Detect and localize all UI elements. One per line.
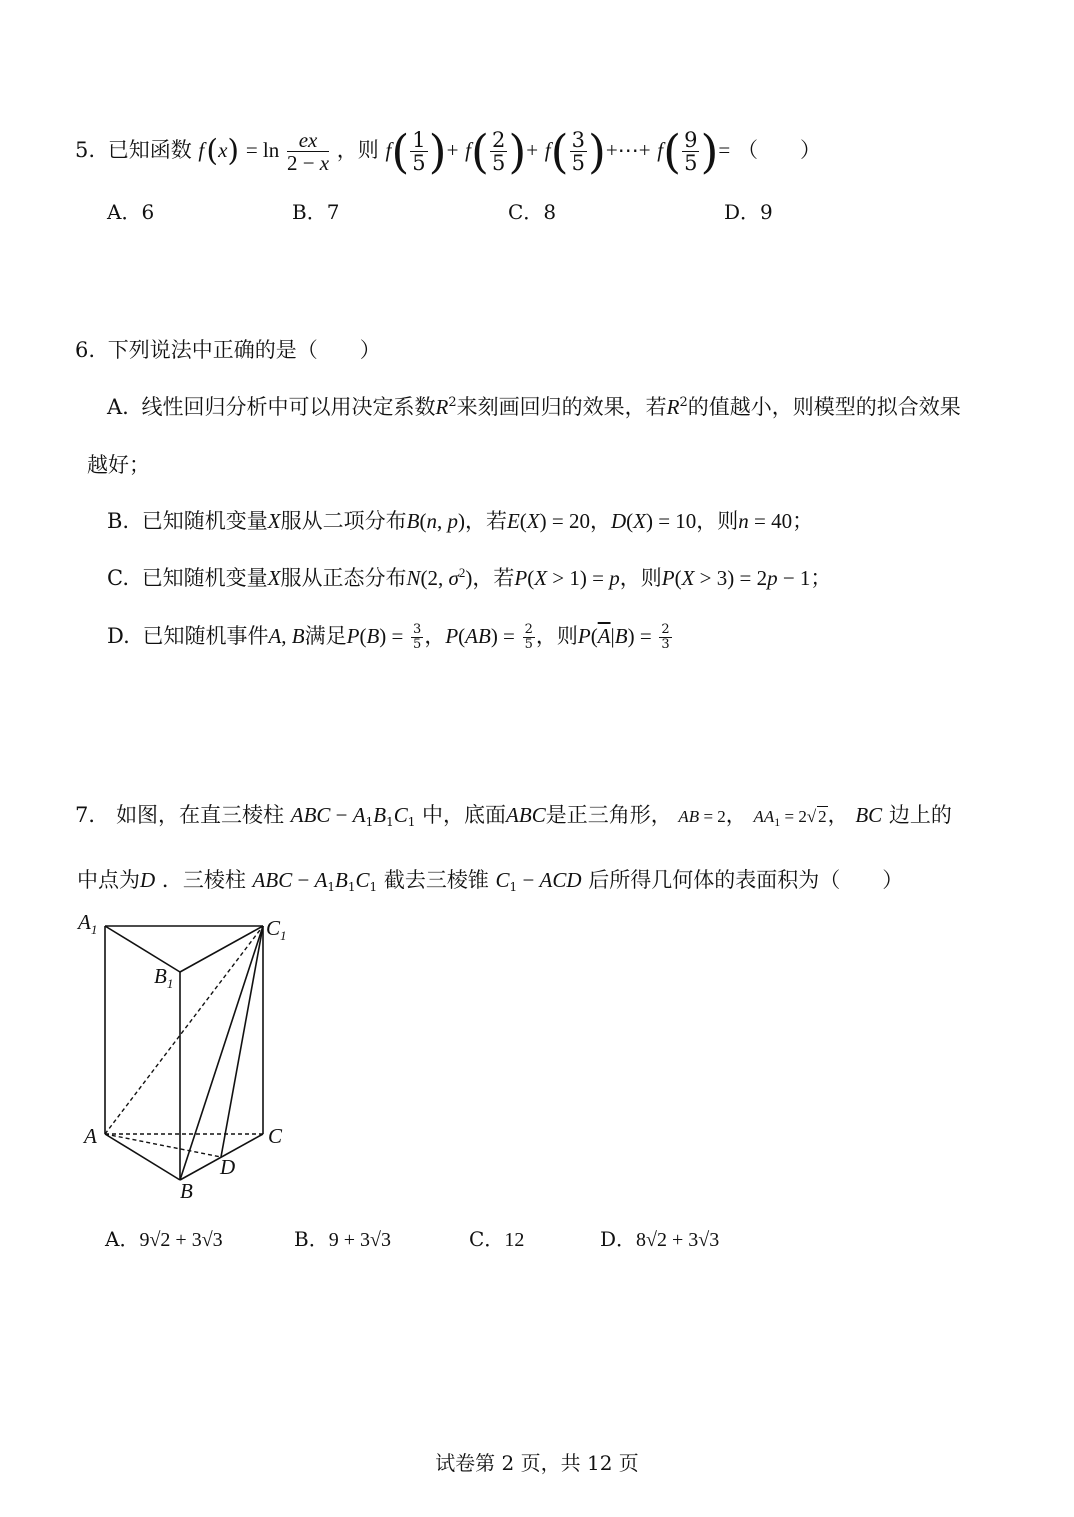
label-c: C <box>268 1124 283 1148</box>
q6-option-a: A. 线性回归分析中可以用决定系数$R^2$来刻画回归的效果，若$R^2$的值越小，则模型的拟合效果 <box>107 395 961 419</box>
label-a: A <box>84 1124 97 1148</box>
q7-option-a: A．9√2 + 3√3 <box>105 1227 223 1251</box>
q5-option-c: C．8 <box>508 200 557 224</box>
label-a1: $A_1$ <box>78 910 98 937</box>
edge-a1-b1 <box>105 926 180 972</box>
label-b: B <box>180 1179 193 1203</box>
q7-option-b: B．9 + 3√3 <box>294 1227 391 1251</box>
q7-option-d: D．8√2 + 3√3 <box>600 1227 720 1251</box>
q5-option-a: A．6 <box>107 200 155 224</box>
q5-option-d: D．9 <box>724 200 773 224</box>
label-b1: $B_1$ <box>154 964 174 991</box>
q6-stem: 6. 下列说法中正确的是（ ） <box>75 338 381 362</box>
page-footer: 试卷第 2 页，共 12 页 <box>435 1451 639 1475</box>
q6-option-a-cont: 越好； <box>87 453 150 477</box>
q5-stem: 5. 已知函数 f (x) = ln $\frac{ex}{2 - x}$ ，则 f( $\frac{1}{5}$ )+ f( $\frac{2}{5}$ )+ f( $\frac{3}{5}$ )+⋯+ f( $\frac{9}{5}$ )= （ ） <box>75 124 821 179</box>
q7-line2: 中点为D ．三棱柱 ABC − $A_1B_1C_1$ 截去三棱锥 $C_1$ − ACD 后所得几何体的表面积为（ ） <box>77 868 904 894</box>
q7-line1: 7． 如图，在直三棱柱 ABC − $A_1B_1C_1$ 中，底面ABC是正三角形， AB = 2， $AA_1 = 2√$ 2， BC 边上的 <box>75 803 952 829</box>
edge-c1-b <box>180 926 263 1180</box>
q6-option-b: B. 已知随机变量X服从二项分布B(n, p)，若E(X) = 20，D(X) = 10，则n = 40； <box>107 509 814 533</box>
edge-a-c1-dashed <box>105 926 263 1134</box>
q5-sum-expression: f( $\frac{1}{5}$ )+ f( $\frac{2}{5}$ )+ f( $\frac{3}{5}$ )+⋯+ f( $\frac{9}{5}$ )= <box>385 124 731 179</box>
q7-prism-figure <box>70 905 310 1205</box>
edge-c1-d <box>221 926 263 1157</box>
q6-option-c: C. 已知随机变量X服从正态分布N(2, $\sigma^2$)，若P(X > 1) = p，则P(X > 3) = 2p − 1； <box>107 565 832 590</box>
q5-answer-blank: （ ） <box>736 138 821 162</box>
q7-option-c: C．12 <box>469 1227 525 1251</box>
q6-option-d: D. 已知随机事件A, B满足P(B) = $\frac{3}{5}$ ，P(AB) = $\frac{2}{5}$ ，则$P(\overline{A}|B)$ = $\frac{2}{3}$ <box>107 622 670 652</box>
q5-function-def: f (x) = ln $\frac{ex}{2 - x}$ <box>198 127 330 175</box>
q5-option-b: B．7 <box>292 200 340 224</box>
q5-number: 5. <box>75 138 96 162</box>
label-c1: $C_1$ <box>266 916 287 943</box>
q7-number: 7． <box>75 803 110 827</box>
label-d: D <box>220 1155 236 1179</box>
q6-number: 6. <box>75 338 96 362</box>
